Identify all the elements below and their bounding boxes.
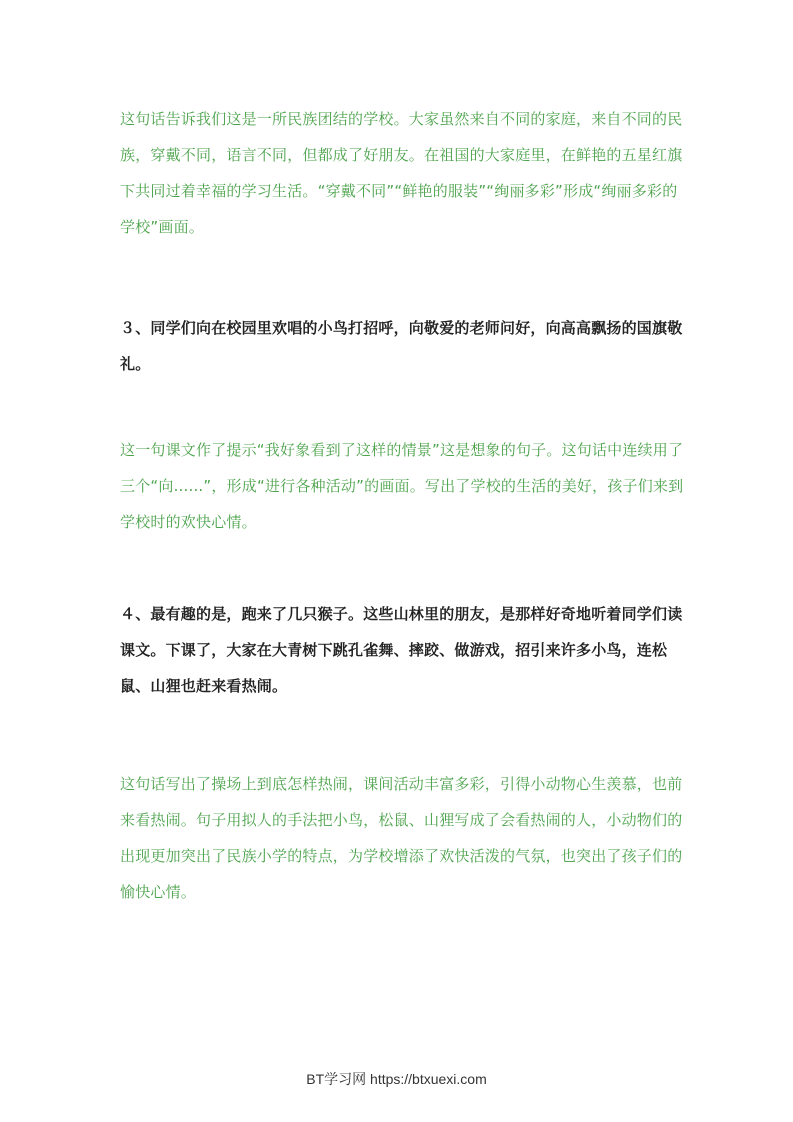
- analysis-paragraph-1: 这句话告诉我们这是一所民族团结的学校。大家虽然来自不同的家庭，来自不同的民族，穿戴不同，语言不同，但都成了好朋友。在祖国的大家庭里，在鲜艳的五星红旗下共同过着幸福的学习生活。“穿戴不同”“鲜艳的服装”“绚丽多彩”形成“绚丽多彩的学校”画面。: [120, 110, 683, 236]
- text-sentence-4: ４、最有趣的是，跑来了几只猴子。这些山林里的朋友，是那样好奇地听着同学们读课文。下课了，大家在大青树下跳孔雀舞、摔跤、做游戏，招引来许多小鸟，连松鼠、山狸也赶来看热闹。: [120, 605, 683, 695]
- page-footer-watermark: BT学习网 https://btxuexi.com: [306, 1071, 487, 1087]
- analysis-paragraph-4: 这句话写出了操场上到底怎样热闹，课间活动丰富多彩，引得小动物心生羡慕，也前来看热闹。句子用拟人的手法把小鸟，松鼠、山狸写成了会看热闹的人，小动物们的出现更加突出了民族小学的特点，为学校增添了欢快活泼的气氛，也突出了孩子们的愉快心情。: [120, 775, 683, 901]
- text-sentence-3: ３、同学们向在校园里欢唱的小鸟打招呼，向敬爱的老师问好，向高高飘扬的国旗敬礼。: [120, 319, 683, 373]
- analysis-paragraph-3: 这一句课文作了提示“我好象看到了这样的情景”这是想象的句子。这句话中连续用了三个“向......”，形成“进行各种活动”的画面。写出了学校的生活的美好，孩子们来到学校时的欢快心情。: [120, 441, 684, 531]
